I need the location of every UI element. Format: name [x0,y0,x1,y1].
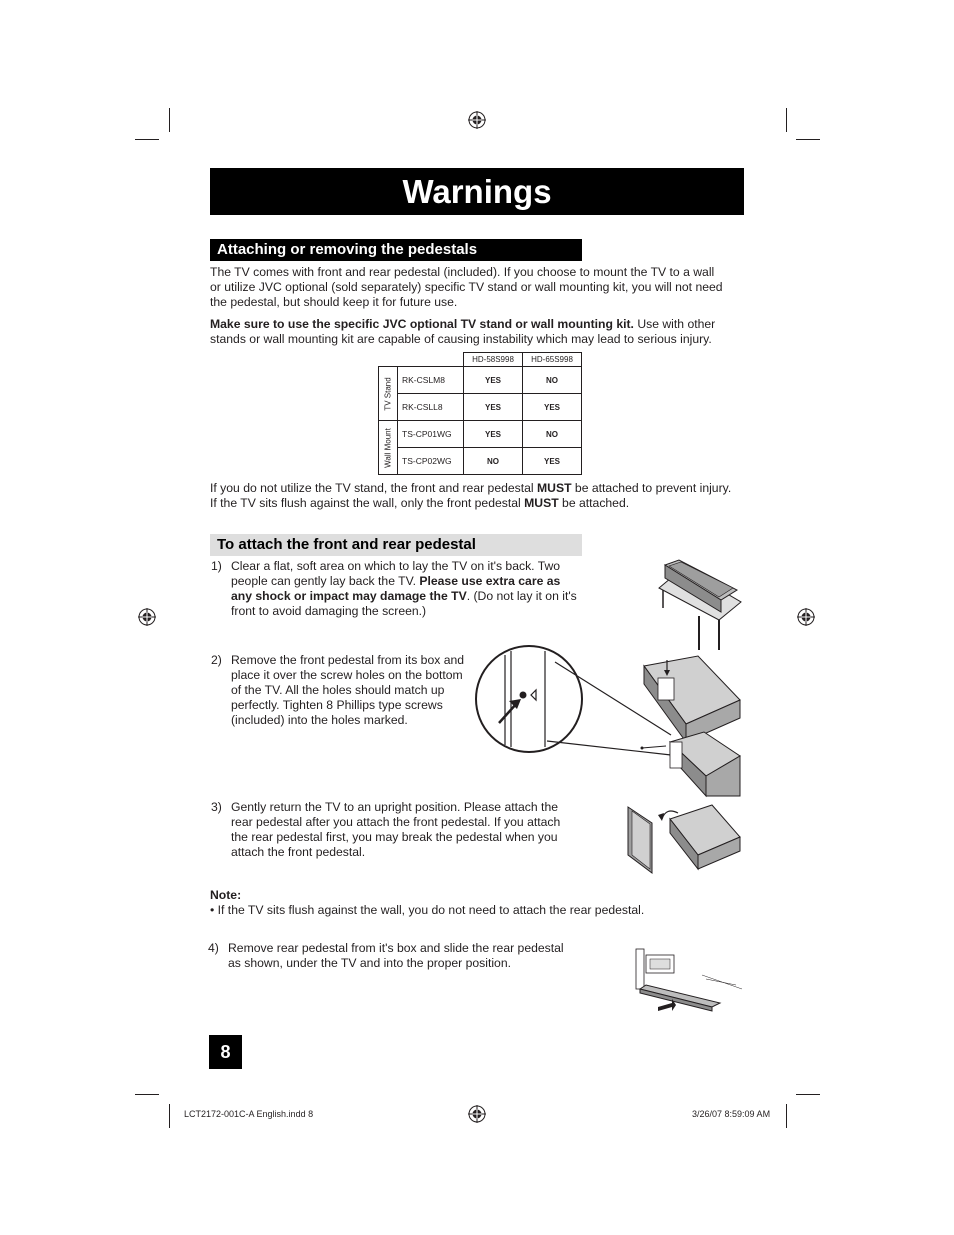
crop-mark-icon [169,1104,170,1128]
step-text [231,800,560,860]
step-number: 4) [208,941,219,955]
step-line: perfectly. Tighten 8 Phillips type screws [231,698,443,712]
registration-mark-icon [468,111,486,129]
step-bold: Please use extra care as [419,574,561,588]
step-line: attach the front pedestal. [231,845,366,859]
value-cell: YES [523,394,582,421]
step-line: rear pedestal after you attach the front pedestal. If you attach [231,815,561,829]
registration-mark-icon [468,1105,486,1123]
value-cell: YES [464,421,523,448]
step-line: Clear a flat, soft area on which to lay the TV on it's back. Two [231,559,561,573]
column-header: HD-58S998 [464,353,523,367]
model-cell: RK-CSLL8 [398,394,464,421]
step-bold: any shock or impact may damage the TV [231,589,467,603]
crop-mark-icon [796,1094,820,1095]
model-cell: RK-CSLM8 [398,367,464,394]
note [210,888,750,918]
table-row [379,421,582,448]
value-cell: YES [464,394,523,421]
table-header-row [379,353,582,367]
table-blank-cell [379,353,398,367]
step-line: . (Do not lay it on it's [466,589,577,603]
section-heading-attach: To attach the front and rear pedestal [210,534,582,556]
must-text: MUST [537,481,572,495]
step-line: front to avoid damaging the screen.) [231,604,427,618]
value-cell: NO [523,421,582,448]
footer-timestamp: 3/26/07 8:59:09 AM [692,1109,771,1119]
value-cell: NO [523,367,582,394]
front-pedestal-illustration [640,656,742,798]
page-number: 8 [209,1035,242,1069]
step-text [228,941,564,971]
intro-line: the pedestal, but should keep it for future use. [210,295,458,309]
table-row [379,448,582,475]
must-text: MUST [524,496,559,510]
model-cell: TS-CP02WG [398,448,464,475]
step-line: people can gently lay back the TV. [231,574,420,588]
step-text [231,653,464,728]
value-cell: YES [464,367,523,394]
pedestal-requirement-paragraph [210,481,755,511]
page-title: Warnings [210,168,744,215]
column-header: HD-65S998 [523,353,582,367]
crop-mark-icon [786,1104,787,1128]
footer-filename: LCT2172-001C-A English.indd 8 [184,1109,314,1119]
requirement-text: If you do not utilize the TV stand, the front and rear pedestal [210,481,538,495]
group-cell [379,367,398,421]
note-text: • If the TV sits flush against the wall, you do not need to attach the rear pedestal. [210,903,645,917]
note-label: Note: [210,888,242,902]
step-text [231,559,577,619]
crop-mark-icon [135,139,159,140]
tv-upright-illustration [624,805,742,875]
intro-line: or utilize JVC optional (sold separately) specific TV stand or wall mounting kit, you will not need [210,280,723,294]
value-cell: NO [464,448,523,475]
table-row [379,367,582,394]
step-line: the rear pedestal first, you may break the pedestal when you [231,830,558,844]
step-line: Remove rear pedestal from it's box and slide the rear pedestal [228,941,564,955]
requirement-text: be attached. [558,496,630,510]
step-line: place it over the screw holes on the bottom [231,668,463,682]
registration-mark-icon [138,608,156,626]
group-label: Wall Mount [383,427,393,468]
step-line: as shown, under the TV and into the proper position. [228,956,511,970]
group-label: TV Stand [383,376,393,411]
step-line: Gently return the TV to an upright position. Please attach the [231,800,559,814]
warning-bold-text: Make sure to use the specific JVC optional TV stand or wall mounting kit. [210,317,634,331]
step-number: 3) [211,800,222,814]
warning-text: stands or wall mounting kit are capable of causing instability which may lead to serious injury. [210,332,712,346]
warning-text: Use with other [633,317,716,331]
model-cell: TS-CP01WG [398,421,464,448]
step-number: 2) [211,653,222,667]
requirement-text: If the TV sits flush against the wall, only the front pedestal [210,496,525,510]
step-line: of the TV. All the holes should match up [231,683,445,697]
step-line: Remove the front pedestal from its box and [231,653,465,667]
crop-mark-icon [135,1094,159,1095]
step-number: 1) [211,559,222,573]
crop-mark-icon [786,108,787,132]
step-line: (included) into the holes marked. [231,713,408,727]
group-cell [379,421,398,475]
crop-mark-icon [169,108,170,132]
compatibility-table [378,352,582,475]
warning-paragraph [210,317,750,347]
rear-pedestal-illustration [632,945,744,1015]
crop-mark-icon [796,139,820,140]
intro-line: The TV comes with front and rear pedestal (included). If you choose to mount the TV to a wall [210,265,715,279]
intro-paragraph [210,265,750,310]
table-row [379,394,582,421]
requirement-text: be attached to prevent injury. [571,481,732,495]
section-heading-pedestals: Attaching or removing the pedestals [210,239,582,261]
value-cell: YES [523,448,582,475]
registration-mark-icon [797,608,815,626]
table-blank-cell [398,353,464,367]
